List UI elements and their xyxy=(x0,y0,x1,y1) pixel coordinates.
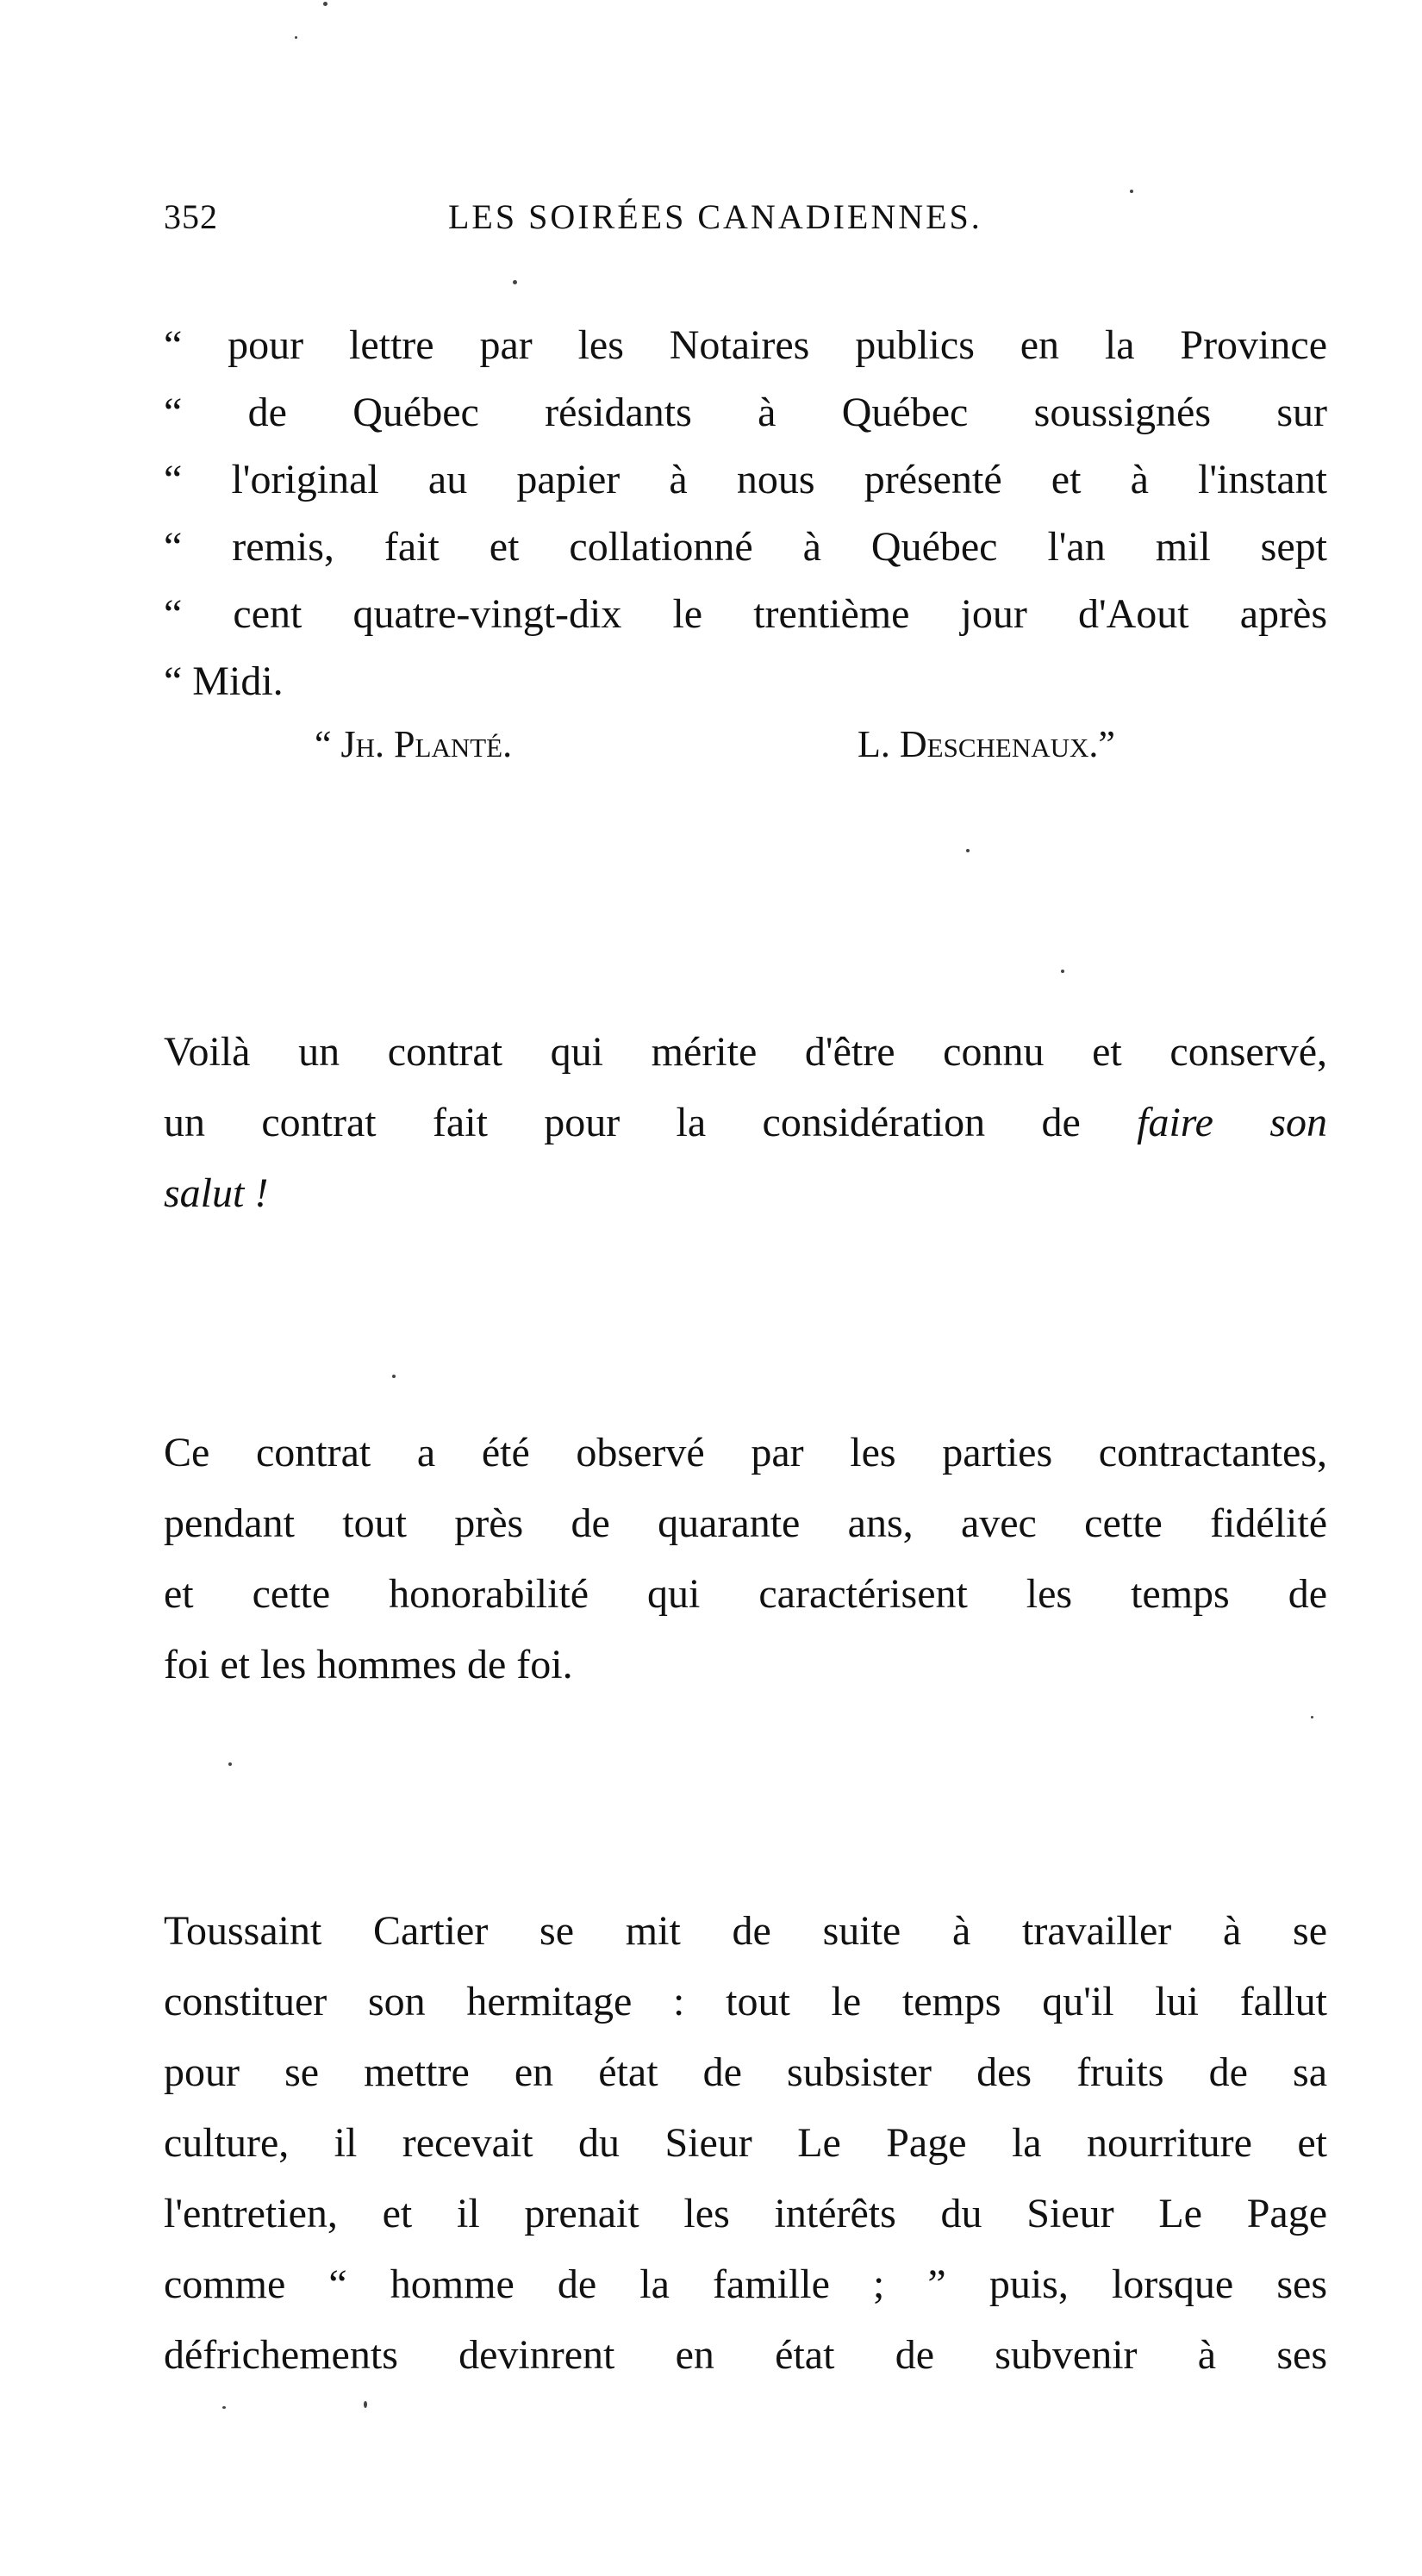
italic-emphasis: salut ! xyxy=(164,1170,269,1216)
scan-speck xyxy=(392,1375,396,1378)
scan-speck xyxy=(364,2401,367,2408)
paragraph-toussaint-cartier xyxy=(164,1896,1327,2391)
page-number: 352 xyxy=(164,197,218,236)
signature-plante: “ Jh. Planté. xyxy=(315,723,513,765)
scan-speck xyxy=(222,2406,226,2409)
paragraph-line xyxy=(164,1088,1327,1158)
paragraph-line: l'entretien, et il prenait les intérêts du Sieur Le Page xyxy=(164,2191,1327,2236)
paragraph-line: Toussaint Cartier se mit de suite à travailler à se xyxy=(164,1908,1327,1954)
quote-line: “ l'original au papier à nous présenté et à l'instant xyxy=(164,457,1327,502)
paragraph-line: et cette honorabilité qui caractérisent les temps de xyxy=(164,1571,1327,1617)
quote-line: “ de Québec résidants à Québec soussignés sur xyxy=(164,390,1327,435)
italic-emphasis: faire son xyxy=(1137,1100,1327,1145)
paragraph-line: comme “ homme de la famille ; ” puis, lorsque ses xyxy=(164,2261,1327,2307)
paragraph-contrat-merite xyxy=(164,1017,1327,1229)
quote-line: “ cent quatre-vingt-dix le trentième jour d'Aout après xyxy=(164,591,1327,637)
scan-speck xyxy=(513,280,517,284)
paragraph-line: pour se mettre en état de subsister des fruits de sa xyxy=(164,2049,1327,2095)
scan-speck xyxy=(228,1762,232,1766)
scan-speck xyxy=(1130,190,1133,193)
paragraph-line: Ce contrat a été observé par les parties contractantes, xyxy=(164,1430,1327,1475)
page-header xyxy=(164,196,1069,248)
running-title: LES SOIRÉES CANADIENNES. xyxy=(448,197,982,236)
quote-line: “ Midi. xyxy=(164,658,284,704)
paragraph-line-text: un contrat fait pour la considération de xyxy=(164,1100,1081,1145)
paragraph-line: pendant tout près de quarante ans, avec cette fidélité xyxy=(164,1500,1327,1546)
paragraph-contrat-observe xyxy=(164,1418,1327,1700)
quote-line: “ remis, fait et collationné à Québec l'an mil sept xyxy=(164,524,1327,570)
paragraph-line: foi et les hommes de foi. xyxy=(164,1642,573,1687)
quoted-notarial-text xyxy=(164,312,1327,715)
scan-speck xyxy=(323,2,327,6)
quote-line: “ pour lettre par les Notaires publics en la Province xyxy=(164,322,1327,368)
scan-speck xyxy=(966,849,970,852)
paragraph-line: défrichements devinrent en état de subvenir à ses xyxy=(164,2332,1327,2378)
signature-line xyxy=(164,722,1327,791)
paragraph-line: Voilà un contrat qui mérite d'être connu et conservé, xyxy=(164,1029,1327,1075)
paragraph-line: culture, il recevait du Sieur Le Page la nourriture et xyxy=(164,2120,1327,2166)
signature-deschenaux: L. Deschenaux.” xyxy=(858,723,1115,765)
paragraph-line: constituer son hermitage : tout le temps qu'il lui fallut xyxy=(164,1979,1327,2024)
scan-speck xyxy=(1061,970,1064,973)
scan-speck xyxy=(1311,1716,1313,1718)
scan-speck xyxy=(295,36,297,39)
